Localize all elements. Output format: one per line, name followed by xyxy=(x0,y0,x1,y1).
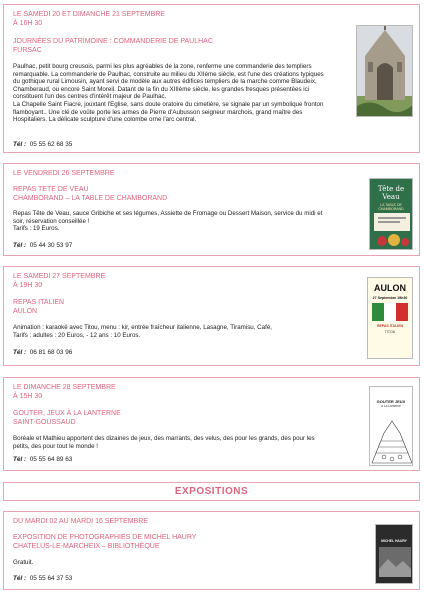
poster-event: REPAS ITALIEN xyxy=(376,324,404,328)
event-card-1 xyxy=(3,4,420,153)
section-header-expositions: EXPOSITIONS xyxy=(3,482,420,501)
event-date: LE SAMEDI 27 SEPTEMBRE À 19H 30 xyxy=(13,273,106,289)
event-card-2 xyxy=(3,163,420,256)
event-date: LE SAMEDI 20 ET DIMANCHE 21 SEPTEMBRE À 16H 30 xyxy=(13,11,165,27)
aulon-poster[interactable] xyxy=(367,277,413,359)
event-description: Paulhac, petit bourg creusois, parmi les plus agréables de la zone, renferme une commanderie des templiers remarquable. La commanderie de Paulhac, construite au milieu du XIIème siècle, est l'une des créations typiques du gothique rural Limousin, ayant servi de modèle aux autres édifices templiers de la marche comme Blaudeix, Chamberaud, ou encore Saint Moreil. Datant de la fin du XIIIème siècle, les grandes fresques présentées ici constituent l'un des centres d'intérêt majeur de Paulhac. La Chapelle Saint Fiacre, jouxtant l'Eglise, sans doute oratoire du cimetière, se signale par un symbolique fronton flamboyant.. Une clé de voûte porte les armes de Pierre d'Aubusson seigneur marchois, grand maître des Hospitaliers. La délicate sculpture d'une colombe orne l'arc central. xyxy=(13,63,324,124)
event-title[interactable]: EXPOSITION DE PHOTOGRAPHIES DE MICHEL HAURY CHATELUS-LE-MARCHEIX – BIBLIOTHÈQUE xyxy=(13,534,197,550)
event-phone: Tél : 05 55 62 68 35 xyxy=(13,141,73,148)
poster-event: GOUTER JEUX xyxy=(376,399,406,404)
michel-haury-book-cover[interactable] xyxy=(375,524,413,584)
event-card-3 xyxy=(3,266,420,366)
poster-venue: à La Lanterne xyxy=(381,404,401,408)
event-date: LE DIMANCHE 28 SEPTEMBRE À 15H 30 xyxy=(13,384,116,400)
event-phone: Tél : 06 81 68 03 96 xyxy=(13,349,73,356)
poster-host: TITOU xyxy=(384,330,396,334)
poster-title: AULON xyxy=(374,283,406,293)
event-phone: Tél : 05 44 30 53 97 xyxy=(13,242,73,249)
event-description: Boréale et Mathieu apportent des dizaines de jeux, des marrants, des velus, des pour les grands, des pour les petits, des pour tout le monde ! xyxy=(13,435,315,450)
event-card-4 xyxy=(3,377,420,471)
event-title[interactable]: GOUTER, JEUX À LA LANTERNE SAINT-GOUSSAUD xyxy=(13,410,121,426)
poster-title: Tête de Veau xyxy=(377,185,405,201)
exhibition-card xyxy=(3,511,420,590)
church-photo[interactable] xyxy=(356,25,413,117)
tete-de-veau-poster[interactable] xyxy=(369,178,413,250)
poster-subtitle: LA TABLE DE CHAMBORAND xyxy=(378,203,404,211)
poster-date: 27 Septembre 19h30 xyxy=(372,296,408,300)
event-date: LE VENDREDI 26 SEPTEMBRE xyxy=(13,170,115,177)
event-phone: Tél : 05 55 64 89 63 xyxy=(13,456,73,463)
event-phone: Tél : 05 55 64 37 53 xyxy=(13,575,73,582)
cover-text: MICHEL HAURY xyxy=(381,539,407,543)
event-title[interactable]: JOURNÉES DU PATRIMOINE : COMMANDERIE DE PAULHAC FURSAC xyxy=(13,38,213,54)
event-title[interactable]: REPAS ITALIEN AULON xyxy=(13,299,65,315)
event-description: Repas Tête de Veau, sauce Gribiche et ses légumes, Assiette de Fromage ou Dessert Maison, service du midi et soir, réservation conseillée ! Tarifs : 19 Euros. xyxy=(13,210,323,233)
lanterne-sketch-poster[interactable] xyxy=(369,386,413,466)
event-title[interactable]: REPAS TETE DE VEAU CHAMBORAND – LA TABLE DE CHAMBORAND xyxy=(13,186,168,202)
event-description: Gratuit. xyxy=(13,559,34,566)
event-date: DU MARDI 02 AU MARDI 16 SEPTEMBRE xyxy=(13,518,148,525)
event-description: Animation : karaoké avec Titou, menu : kir, entrée fraîcheur italienne, Lasagne, Tiramisu, Café, Tarifs : adultes : 20 Euros, - 12 ans : 10 Euros. xyxy=(13,324,272,339)
